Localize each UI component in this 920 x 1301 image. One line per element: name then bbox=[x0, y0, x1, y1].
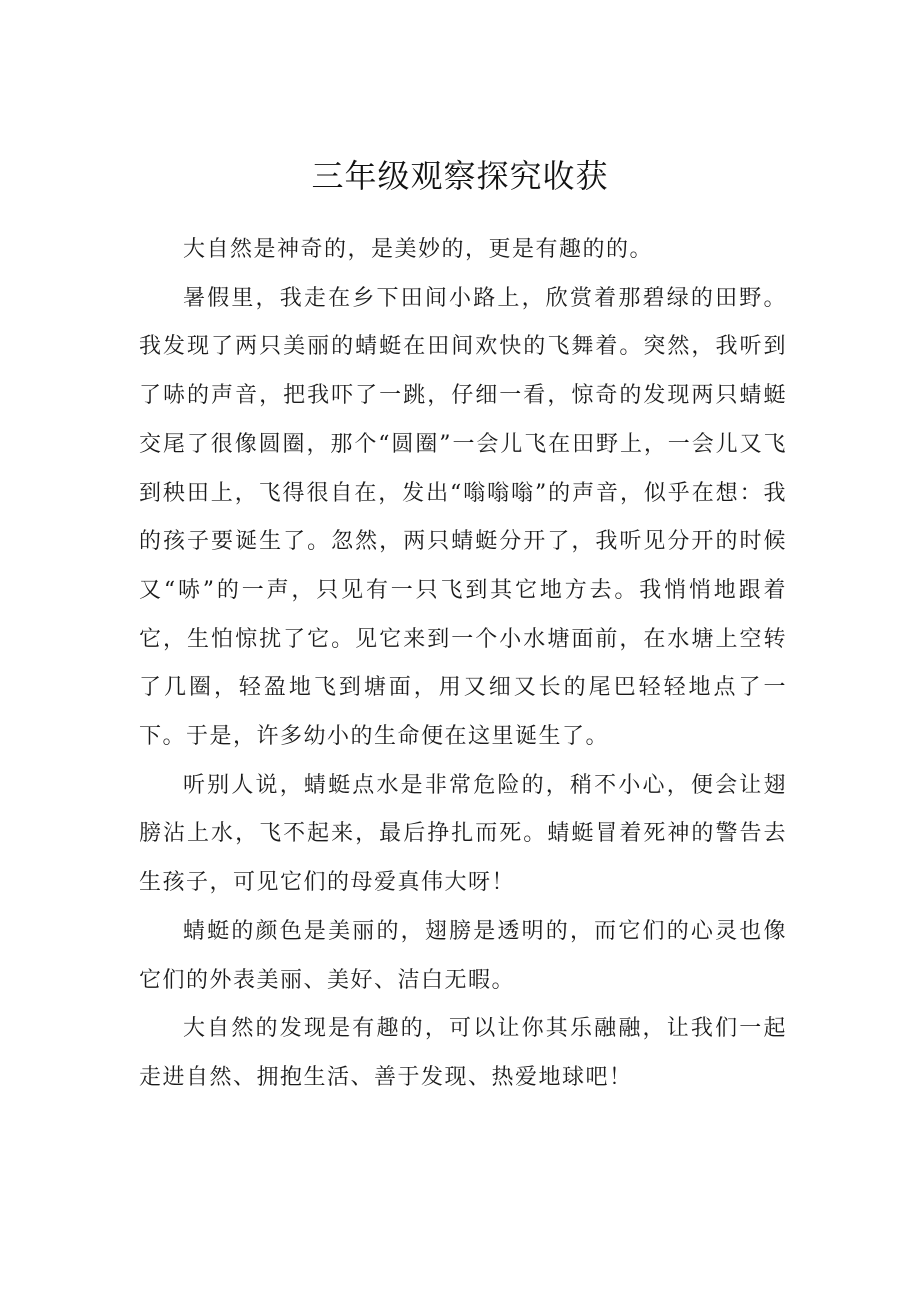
paragraph-beauty: 蜻蜓的颜色是美丽的，翅膀是透明的，而它们的心灵也像它们的外表美丽、美好、洁白无暇。 bbox=[139, 918, 787, 993]
document-title: 三年级观察探究收获 bbox=[311, 157, 609, 195]
paragraph-conclusion: 大自然的发现是有趣的，可以让你其乐融融，让我们一起走进自然、拥抱生活、善于发现、热爱地球吧！ bbox=[139, 1016, 787, 1090]
paragraph-observation: 暑假里，我走在乡下田间小路上，欣赏着那碧绿的田野。我发现了两只美丽的蜻蜓在田间欢快的飞舞着。突然，我听到了哧的声音，把我吓了一跳，仔细一看，惊奇的发现两只蜻蜓交尾了很像圆圈，那个“圆圈”一会儿飞在田野上，一会儿又飞到秧田上，飞得很自在，发出“嗡嗡嗡”的声音，似乎在想：我的孩子要诞生了。忽然，两只蜻蜓分开了，我听见分开的时候又“哧”的一声，只见有一只飞到其它地方去。我悄悄地跟着它，生怕惊扰了它。见它来到一个小水塘面前，在水塘上空转了几圈，轻盈地飞到塘面，用又细又长的尾巴轻轻地点了一下。于是，许多幼小的生命便在这里诞生了。 bbox=[139, 285, 787, 750]
paragraph-danger: 听别人说，蜻蜓点水是非常危险的，稍不小心，便会让翅膀沾上水，飞不起来，最后挣扎而死。蜻蜓冒着死神的警告去生孩子，可见它们的母爱真伟大呀！ bbox=[139, 772, 787, 896]
document-body bbox=[139, 226, 787, 1103]
paragraph-intro: 大自然是神奇的，是美妙的，更是有趣的的。 bbox=[183, 237, 654, 262]
